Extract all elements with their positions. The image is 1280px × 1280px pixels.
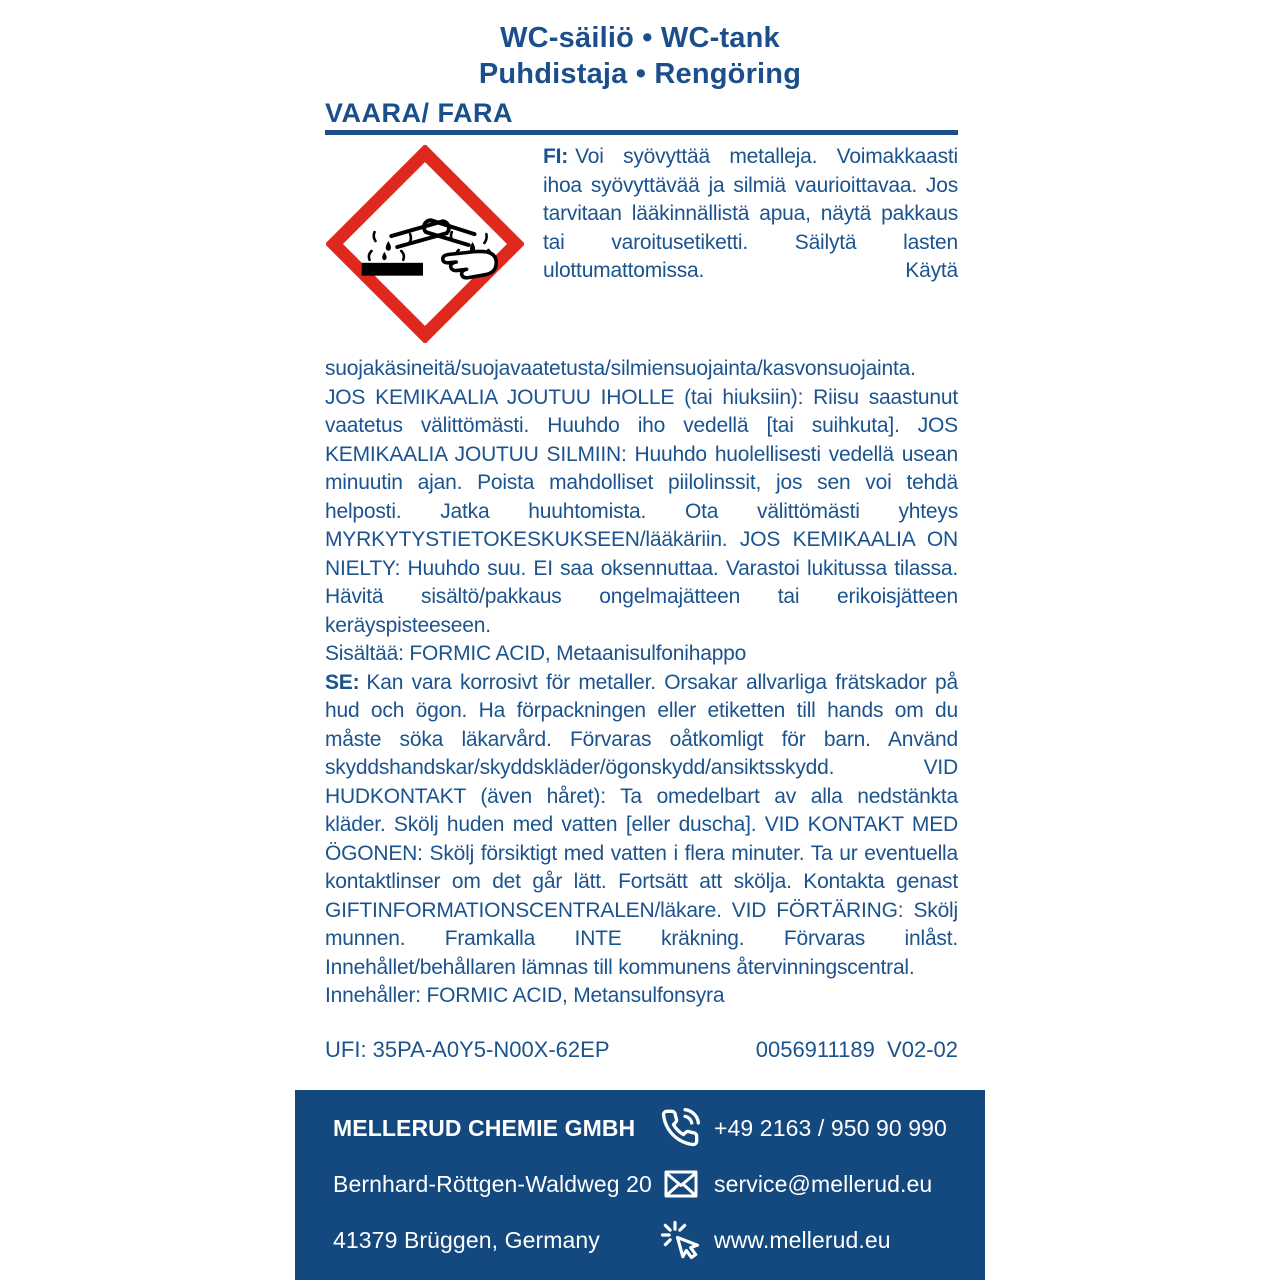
phone-icon: [660, 1108, 714, 1148]
street-address: Bernhard-Röttgen-Waldweg 20: [333, 1170, 652, 1197]
email-address: service@mellerud.eu: [714, 1170, 933, 1197]
product-title-block: [0, 20, 1280, 92]
lang-label-fi: FI:: [543, 145, 569, 168]
phone-number: +49 2163 / 950 90 990: [714, 1114, 947, 1141]
email-icon: [660, 1166, 714, 1202]
city-address: 41379 Brüggen, Germany: [333, 1226, 600, 1253]
website-url: www.mellerud.eu: [714, 1226, 891, 1253]
hazard-statements-se: Kan vara korrosivt för metaller. Orsakar allvarliga frätskador på hud och ögon. Ha förpackningen eller etiketten till hands om du måste söka läkarvård. Förvaras oåtkomligt för barn. Använd skyddshandskar/skyddskläder/ögonskydd/ansiktsskydd. VID HUDKONTAKT (även håret): Ta omedelbart av alla nedstänkta kläder. Skölj huden med vatten [eller duscha]. VID KONTAKT MED ÖGONEN: Skölj försiktigt med vatten i flera minuter. Ta ur eventuella kontaktlinser om det går lätt. Fortsätt att skölja. Kontakta genast GIFTINFORMATIONSCENTRALEN/läkare. VID FÖRTÄRING: Skölj munnen. Framkalla INTE kräkning. Förvaras inlåst. Innehållet/behållaren lämnas till kommunens återvinningscentral.: [325, 670, 958, 979]
product-title-line2: Puhdistaja • Rengöring: [478, 58, 802, 90]
ingredients-se: Innehåller: FORMIC ACID, Metansulfonsyra: [325, 984, 725, 1007]
company-name: MELLERUD CHEMIE GMBH: [333, 1114, 636, 1141]
lang-label-se: SE:: [325, 670, 360, 694]
hazard-statements: [325, 143, 958, 1011]
heading-divider: [325, 130, 958, 135]
signal-word-heading: VAARA/ FARA: [325, 98, 514, 128]
codes-row: [325, 1037, 958, 1063]
ufi-code: UFI: 35PA-A0Y5-N00X-62EP: [325, 1036, 610, 1062]
web-click-icon: [660, 1220, 714, 1260]
hazard-statements-fi: Voi syövyttää metalleja. Voimakkaasti ihoa syövyttävää ja silmiä vaurioittavaa. Jos tarvitaan lääkinnällistä apua, näytä pakkaus tai varoitusetiketti. Säilytä lasten ulottumattomissa. Käytä suojakäsineitä/suojavaatetusta/silmiensuojainta/kasvonsuojainta. JOS KEMIKAALIA JOUTUU IHOLLE (tai hiuksiin): Riisu saastunut vaatetus välittömästi. Huuhdo iho vedellä [tai suihkuta]. JOS KEMIKAALIA JOUTUU SILMIIN: Huuhdo huolellisesti vedellä usean minuutin ajan. Poista mahdolliset piilolinssit, jos sen voi tehdä helposti. Jatka huuhtomista. Ota välittömästi yhteys MYRKYTYSTIETOKESKUKSEEN/lääkäriin. JOS KEMIKAALIA ON NIELTY: Huuhdo suu. EI saa oksennuttaa. Varastoi lukitussa tilassa. Hävitä sisältö/pakkaus ongelmajätteen tai erikoisjätteen keräyspisteeseen.: [325, 145, 958, 637]
manufacturer-footer: [295, 1090, 985, 1280]
ingredients-fi: Sisältää: FORMIC ACID, Metaanisulfonihappo: [325, 642, 747, 665]
hazard-text-se: [325, 669, 958, 983]
label-content: [325, 99, 958, 1063]
product-title-line1: WC-säiliö • WC-tank: [500, 22, 780, 54]
batch-code: 0056911189 V02-02: [755, 1036, 958, 1062]
ghs05-corrosion-icon: [325, 143, 543, 355]
